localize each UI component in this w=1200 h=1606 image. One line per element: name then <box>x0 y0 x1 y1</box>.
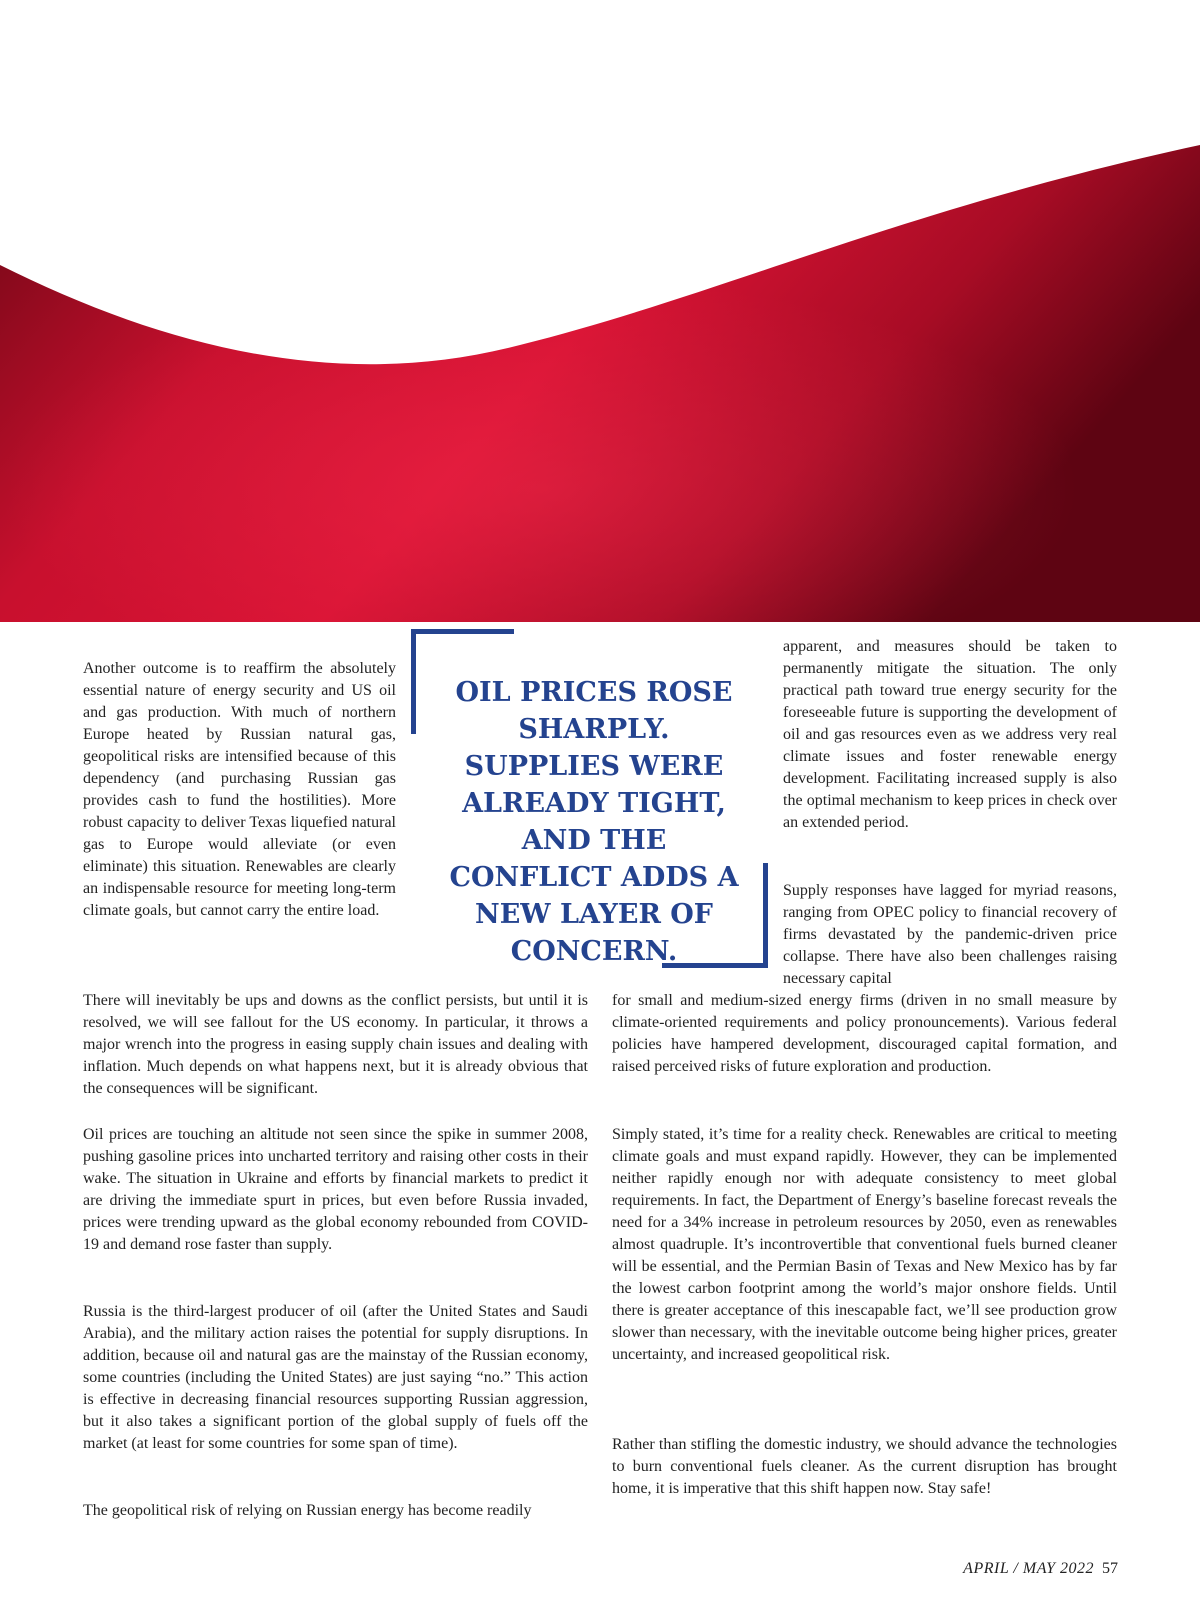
body-paragraph-right-2-continued: for small and medium-sized energy firms (driven in no small measure by climate-oriented requirements and policy pronouncements). Various federal policies have hampered development, discouraged capital formation, and raised perceived risks of future exploration and production. <box>612 992 1117 1075</box>
body-paragraph-left-4: Russia is the third-largest producer of oil (after the United States and Saudi Arabia), and the military action raises the potential for supply disruptions. In addition, because oil and natural gas are the mainstay of the Russian economy, some countries (including the United States) are just saying “no.” This action is effective in decreasing financial resources supporting Russian aggression, but it also takes a significant portion of the global supply of fuels off the market (at least for some countries for some span of time). <box>83 1303 588 1452</box>
header-wave-banner <box>0 0 1200 622</box>
red-wave-sheen <box>0 145 1200 622</box>
body-paragraph-right-3: Simply stated, it’s time for a reality check. Renewables are critical to meeting climate goals and must expand rapidly. However, they can be implemented neither rapidly enough nor with adequate consistency to meet global requirements. In fact, the Department of Energy’s baseline forecast reveals the need for a 34% increase in petroleum resources by 2050, even as renewables almost quadruple. It’s incontrovertible that conventional fuels burned cleaner will be essential, and the Permian Basin of Texas and New Mexico has by far the lowest carbon footprint among the world’s major onshore fields. Until there is greater acceptance of this inescapable fact, we’ll see production grow slower than necessary, with the inevitable outcome being higher prices, greater uncertainty, and increased geopolitical risk. <box>612 1126 1117 1363</box>
pull-quote-bracket-bottom-right <box>662 863 768 968</box>
body-paragraph-left-5: The geopolitical risk of relying on Russian energy has become readily <box>83 1502 532 1519</box>
body-paragraph-right-4: Rather than stifling the domestic industry, we should advance the technologies to burn conventional fuels cleaner. As the current disruption has brought home, it is imperative that this shift happen now. Stay safe! <box>612 1436 1117 1497</box>
body-paragraph-right-1: apparent, and measures should be taken to permanently mitigate the situation. The only practical path toward true energy security for the foreseeable future is supporting the development of oil and gas resources even as we address very real climate issues and foster renewable energy development. Facilitating increased supply is also the optimal mechanism to keep prices in check over an extended period. <box>783 638 1117 831</box>
issue-date: APRIL / MAY 2022 <box>963 1560 1094 1577</box>
body-paragraph-left-3: Oil prices are touching an altitude not seen since the spike in summer 2008, pushing gasoline prices into uncharted territory and raising other costs in their wake. The situation in Ukraine and efforts by financial markets to predict it are driving the immediate spurt in prices, but even before Russia invaded, prices were trending upward as the global economy rebounded from COVID-19 and demand rose faster than supply. <box>83 1126 588 1253</box>
body-paragraph-left-2: There will inevitably be ups and downs as the conflict persists, but until it is resolved, we will see fallout for the US economy. In particular, it throws a major wrench into the progress in easing supply chain issues and dealing with inflation. Much depends on what happens next, but it is already obvious that the consequences will be significant. <box>83 992 588 1097</box>
page-number: 57 <box>1102 1560 1118 1577</box>
pull-quote: OIL PRICES ROSE SHARPLY. SUPPLIES WERE ALREADY TIGHT, AND THE CONFLICT ADDS A NEW LAYER OF CONCERN. <box>449 677 739 967</box>
body-paragraph-right-2: Supply responses have lagged for myriad reasons, ranging from OPEC policy to financial recovery of firms devastated by the pandemic-driven price collapse. There have also been challenges raising necessary capital <box>783 882 1117 987</box>
body-paragraph-left-1: Another outcome is to reaffirm the absolutely essential nature of energy security and US oil and gas production. With much of northern Europe heated by Russian natural gas, geopolitical risks are intensified because of this dependency (and purchasing Russian gas provides cash to fund the hostilities). More robust capacity to deliver Texas liquefied natural gas to Europe would alleviate (or even eliminate) this situation. Renewables are clearly an indispensable resource for meeting long-term climate goals, but cannot carry the entire load. <box>83 660 396 919</box>
page-folio <box>963 1560 1118 1578</box>
